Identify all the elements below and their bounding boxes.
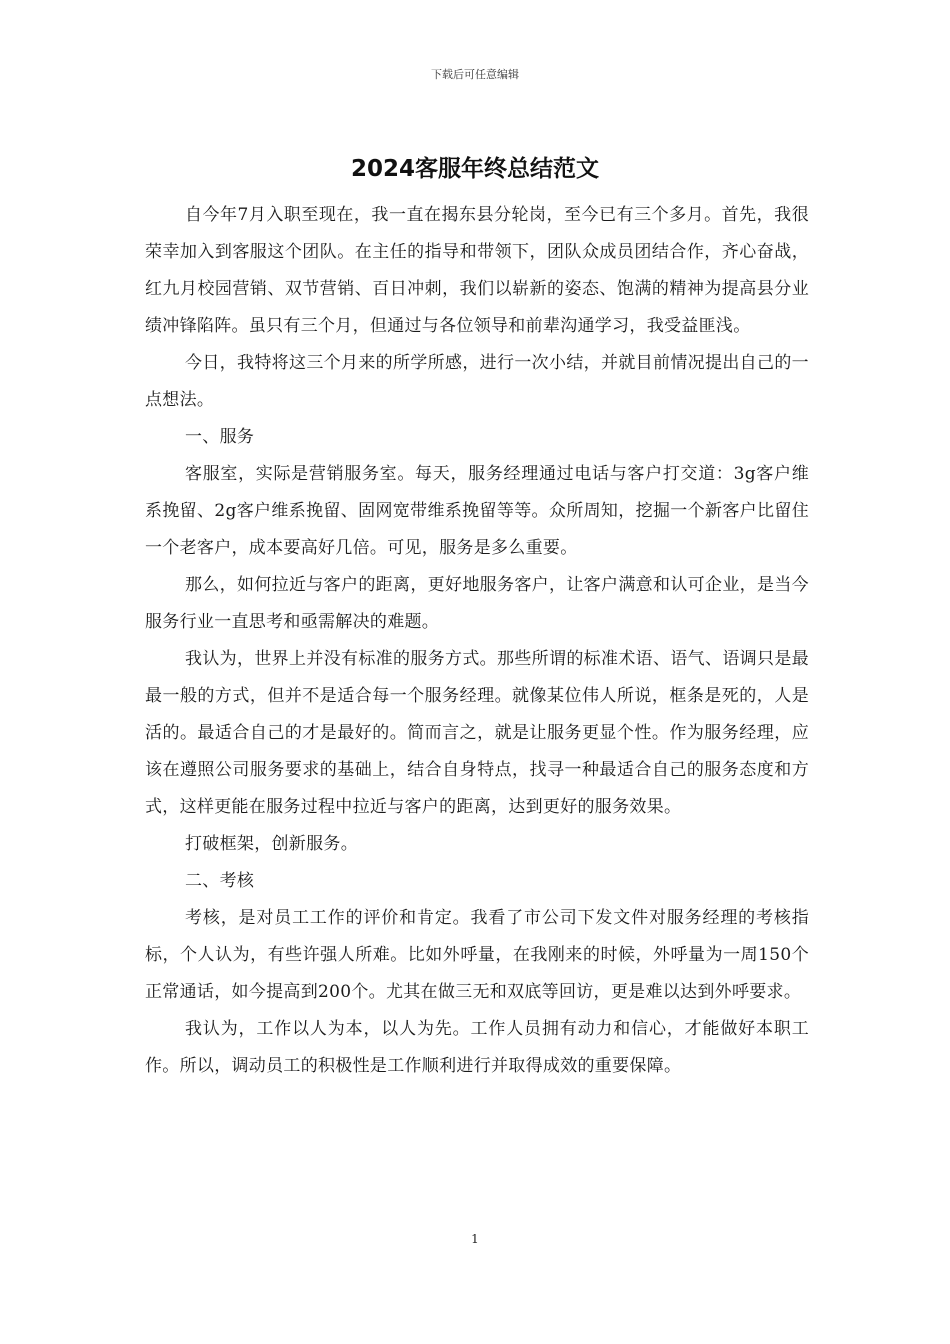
- paragraph-service-style: 我认为，世界上并没有标准的服务方式。那些所谓的标准术语、语气、语调只是最最一般的方式，但并不是适合每一个服务经理。就像某位伟人所说，框条是死的，人是活的。最适合自己的才是最好的。简而言之，就是让服务更显个性。作为服务经理，应该在遵照公司服务要求的基础上，结合自身特点，找寻一种最适合自己的服务态度和方式，这样更能在服务过程中拉近与客户的距离，达到更好的服务效果。: [145, 649, 809, 817]
- paragraph-service-room: 客服室，实际是营销服务室。每天，服务经理通过电话与客户打交道：3g客户维系挽留、2g客户维系挽留、固网宽带维系挽留等等。众所周知，挖掘一个新客户比留住一个老客户，成本要高好几倍。可见，服务是多么重要。: [145, 464, 809, 558]
- paragraph-summary-purpose: 今日，我特将这三个月来的所学所感，进行一次小结，并就目前情况提出自己的一点想法。: [145, 353, 809, 410]
- document-title: 2024客服年终总结范文: [350, 156, 599, 182]
- section-heading-service: 一、服务: [185, 427, 255, 447]
- paragraph-intro: 自今年7月入职至现在，我一直在揭东县分轮岗，至今已有三个多月。首先，我很荣幸加入到客服这个团队。在主任的指导和带领下，团队众成员团结合作，齐心奋战，红九月校园营销、双节营销、百日冲刺，我们以崭新的姿态、饱满的精神为提高县分业绩冲锋陷阵。虽只有三个月，但通过与各位领导和前辈沟通学习，我受益匪浅。: [145, 205, 809, 336]
- page-number: 1: [471, 1232, 479, 1246]
- section-heading-assessment: 二、考核: [185, 871, 255, 891]
- paragraph-assessment: 考核，是对员工工作的评价和肯定。我看了市公司下发文件对服务经理的考核指标，个人认为，有些许强人所难。比如外呼量，在我刚来的时候，外呼量为一周150个正常通话，如今提高到200个。尤其在做三无和双底等回访，更是难以达到外呼要求。: [145, 908, 809, 1002]
- paragraph-innovate: 打破框架，创新服务。: [185, 834, 358, 854]
- paragraph-people-first: 我认为，工作以人为本，以人为先。工作人员拥有动力和信心，才能做好本职工作。所以，调动员工的积极性是工作顺利进行并取得成效的重要保障。: [145, 1019, 809, 1076]
- document-body: [145, 197, 809, 1085]
- paragraph-customer-distance: 那么，如何拉近与客户的距离，更好地服务客户，让客户满意和认可企业，是当今服务行业一直思考和亟需解决的难题。: [145, 575, 809, 632]
- header-note: 下载后可任意编辑: [431, 68, 519, 81]
